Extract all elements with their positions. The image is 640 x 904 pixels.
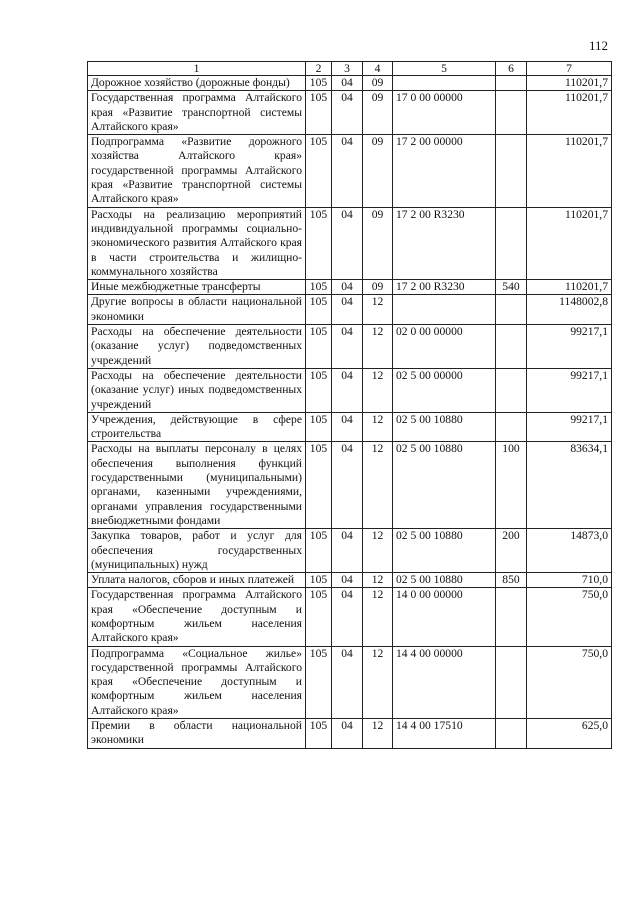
row-col5: 14 4 00 17510	[393, 719, 496, 749]
row-name: Расходы на реализацию мероприятий индивидуальной программы социально-экономического развития Алтайского края в части строительства и жилищно-коммунального хозяйства	[88, 207, 306, 279]
row-name: Премии в области национальной экономики	[88, 719, 306, 749]
row-col4: 12	[363, 719, 393, 749]
row-col3: 04	[332, 91, 363, 135]
table-header-row	[88, 62, 612, 76]
column-header-6: 6	[496, 62, 527, 76]
table-row	[88, 573, 612, 588]
table-row	[88, 719, 612, 749]
table-row	[88, 368, 612, 412]
column-header-5: 5	[393, 62, 496, 76]
row-col6	[496, 91, 527, 135]
row-col5: 02 5 00 10880	[393, 442, 496, 529]
row-col4: 12	[363, 646, 393, 718]
table-row	[88, 295, 612, 325]
row-col3: 04	[332, 529, 363, 573]
row-name: Расходы на выплаты персоналу в целях обеспечения выполнения функций государственными (муниципальными) органами, казенными учреждениями, органами управления государственными внебюджетными фондами	[88, 442, 306, 529]
row-name: Иные межбюджетные трансферты	[88, 280, 306, 295]
row-col7: 750,0	[527, 646, 612, 718]
row-col3: 04	[332, 295, 363, 325]
table-row	[88, 76, 612, 91]
budget-table	[87, 61, 612, 749]
row-col7: 110201,7	[527, 280, 612, 295]
row-col7: 110201,7	[527, 91, 612, 135]
row-col7: 110201,7	[527, 207, 612, 279]
row-col7: 99217,1	[527, 412, 612, 442]
row-col3: 04	[332, 368, 363, 412]
row-col2: 105	[306, 529, 332, 573]
row-name: Закупка товаров, работ и услуг для обеспечения государственных (муниципальных) нужд	[88, 529, 306, 573]
column-header-1: 1	[88, 62, 306, 76]
row-col5: 17 2 00 R3230	[393, 280, 496, 295]
row-col2: 105	[306, 573, 332, 588]
table-row	[88, 207, 612, 279]
row-col2: 105	[306, 368, 332, 412]
row-col6	[496, 207, 527, 279]
row-col7: 1148002,8	[527, 295, 612, 325]
row-col7: 99217,1	[527, 368, 612, 412]
row-col2: 105	[306, 646, 332, 718]
table-row	[88, 280, 612, 295]
row-name: Государственная программа Алтайского края «Развитие транспортной системы Алтайского края»	[88, 91, 306, 135]
row-col2: 105	[306, 280, 332, 295]
row-col5: 17 2 00 00000	[393, 135, 496, 207]
row-col2: 105	[306, 76, 332, 91]
row-col4: 12	[363, 588, 393, 646]
row-col7: 110201,7	[527, 135, 612, 207]
row-name: Учреждения, действующие в сфере строительства	[88, 412, 306, 442]
table-row	[88, 135, 612, 207]
column-header-4: 4	[363, 62, 393, 76]
row-col7: 710,0	[527, 573, 612, 588]
row-name: Другие вопросы в области национальной экономики	[88, 295, 306, 325]
row-col6	[496, 325, 527, 369]
row-col4: 09	[363, 135, 393, 207]
row-col5: 17 0 00 00000	[393, 91, 496, 135]
row-col6	[496, 76, 527, 91]
row-name: Уплата налогов, сборов и иных платежей	[88, 573, 306, 588]
column-header-7: 7	[527, 62, 612, 76]
row-name: Подпрограмма «Социальное жилье» государственной программы Алтайского края «Обеспечение доступным и комфортным жильем населения Алтайского края»	[88, 646, 306, 718]
row-col4: 12	[363, 325, 393, 369]
row-col4: 09	[363, 280, 393, 295]
row-col6: 850	[496, 573, 527, 588]
row-name: Дорожное хозяйство (дорожные фонды)	[88, 76, 306, 91]
table-row	[88, 91, 612, 135]
row-col2: 105	[306, 295, 332, 325]
row-col6	[496, 588, 527, 646]
row-col2: 105	[306, 588, 332, 646]
row-col6: 540	[496, 280, 527, 295]
row-col4: 12	[363, 573, 393, 588]
row-col2: 105	[306, 719, 332, 749]
row-name: Подпрограмма «Развитие дорожного хозяйства Алтайского края» государственной программы Алтайского края «Развитие транспортной системы Алтайского края»	[88, 135, 306, 207]
row-col3: 04	[332, 280, 363, 295]
row-col2: 105	[306, 412, 332, 442]
row-col5: 02 5 00 10880	[393, 573, 496, 588]
row-col6	[496, 719, 527, 749]
row-col5: 02 0 00 00000	[393, 325, 496, 369]
row-col3: 04	[332, 76, 363, 91]
row-col3: 04	[332, 207, 363, 279]
row-col2: 105	[306, 91, 332, 135]
table-row	[88, 412, 612, 442]
table-row	[88, 442, 612, 529]
row-col7: 83634,1	[527, 442, 612, 529]
row-col5	[393, 76, 496, 91]
row-col5: 02 5 00 10880	[393, 529, 496, 573]
row-col4: 12	[363, 442, 393, 529]
row-col5: 17 2 00 R3230	[393, 207, 496, 279]
row-col6: 100	[496, 442, 527, 529]
row-col5: 02 5 00 10880	[393, 412, 496, 442]
row-col7: 625,0	[527, 719, 612, 749]
row-name: Государственная программа Алтайского края «Обеспечение доступным и комфортным жильем населения Алтайского края»	[88, 588, 306, 646]
row-col3: 04	[332, 573, 363, 588]
row-col7: 110201,7	[527, 76, 612, 91]
row-col4: 12	[363, 368, 393, 412]
row-col3: 04	[332, 646, 363, 718]
row-col7: 99217,1	[527, 325, 612, 369]
row-name: Расходы на обеспечение деятельности (оказание услуг) подведомственных учреждений	[88, 325, 306, 369]
row-col2: 105	[306, 325, 332, 369]
row-col4: 09	[363, 91, 393, 135]
row-col4: 12	[363, 412, 393, 442]
row-col2: 105	[306, 135, 332, 207]
row-col6: 200	[496, 529, 527, 573]
row-col3: 04	[332, 719, 363, 749]
column-header-2: 2	[306, 62, 332, 76]
row-col7: 750,0	[527, 588, 612, 646]
row-col4: 09	[363, 76, 393, 91]
page-number: 112	[588, 38, 608, 53]
column-header-3: 3	[332, 62, 363, 76]
row-name: Расходы на обеспечение деятельности (оказание услуг) иных подведомственных учреждений	[88, 368, 306, 412]
table-row	[88, 529, 612, 573]
table-row	[88, 588, 612, 646]
row-col2: 105	[306, 442, 332, 529]
row-col4: 12	[363, 295, 393, 325]
table-row	[88, 646, 612, 718]
row-col7: 14873,0	[527, 529, 612, 573]
row-col6	[496, 368, 527, 412]
row-col3: 04	[332, 325, 363, 369]
row-col3: 04	[332, 135, 363, 207]
row-col3: 04	[332, 442, 363, 529]
row-col6	[496, 295, 527, 325]
row-col6	[496, 135, 527, 207]
row-col5	[393, 295, 496, 325]
row-col4: 09	[363, 207, 393, 279]
row-col3: 04	[332, 412, 363, 442]
row-col4: 12	[363, 529, 393, 573]
row-col5: 14 4 00 00000	[393, 646, 496, 718]
row-col5: 02 5 00 00000	[393, 368, 496, 412]
row-col2: 105	[306, 207, 332, 279]
row-col6	[496, 646, 527, 718]
row-col5: 14 0 00 00000	[393, 588, 496, 646]
row-col6	[496, 412, 527, 442]
row-col3: 04	[332, 588, 363, 646]
table-row	[88, 325, 612, 369]
